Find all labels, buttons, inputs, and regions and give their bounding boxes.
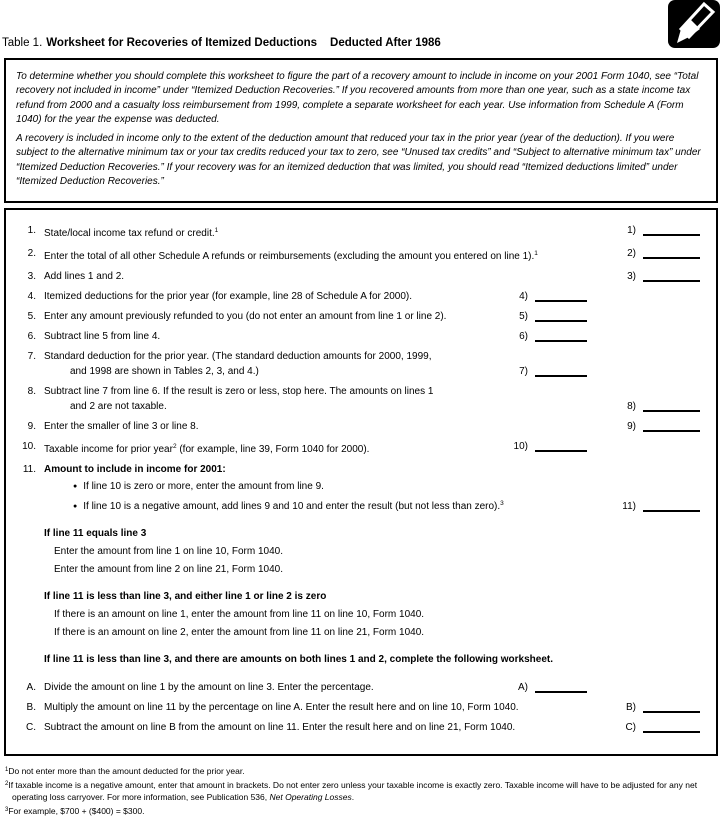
footnote-marker: 2 <box>5 781 9 788</box>
entry-label: 10) <box>513 441 528 453</box>
entry-blank-5[interactable] <box>535 313 587 322</box>
footnote-marker: 1 <box>5 767 9 774</box>
line-11-bullet-1 <box>73 480 622 493</box>
section-heading: If line 11 is less than line 3, and either line 1 or line 2 is zero <box>44 591 327 603</box>
entry-field-7 <box>519 366 587 377</box>
section-line: Enter the amount from line 1 on line 10, Form 1040. <box>54 546 284 558</box>
entry-blank-3[interactable] <box>643 273 700 282</box>
footnote-ref: 2 <box>172 443 177 451</box>
section-line: Enter the amount from line 2 on line 21, Form 1040. <box>54 564 284 576</box>
entry-blank-6[interactable] <box>535 333 587 342</box>
line-text: Multiply the amount on line 11 by the percentage on line A. Enter the result here and on line 10, Form 1040. <box>44 702 519 714</box>
footnote-ref: 3 <box>500 500 504 508</box>
entry-label: 5) <box>519 311 528 323</box>
worksheet-row-3 <box>20 271 700 283</box>
line-number: 2. <box>27 248 36 260</box>
line-letter: C. <box>26 722 36 734</box>
line-11-heading: Amount to include in income for 2001: <box>44 464 226 476</box>
section-line11-less-both-amounts <box>44 653 700 666</box>
section-line11-less-either-zero <box>44 590 700 639</box>
bullet-text: If line 10 is zero or more, enter the amount from line 9. <box>83 481 324 493</box>
worksheet-row-6 <box>20 331 700 343</box>
line-number: 5. <box>27 311 36 323</box>
entry-label: 4) <box>519 291 528 303</box>
entry-blank-2[interactable] <box>643 250 700 259</box>
footnote-ref: 1 <box>214 227 219 235</box>
entry-field-B <box>626 702 700 713</box>
line-text-continued: and 2 are not taxable. <box>70 401 167 413</box>
entry-field-10 <box>514 441 587 452</box>
sub-worksheet <box>20 682 700 734</box>
line-text <box>44 351 519 378</box>
bullet-icon: ● <box>73 483 78 491</box>
section-heading: If line 11 equals line 3 <box>44 528 147 540</box>
section-line11-equals-line3 <box>44 527 700 576</box>
entry-blank-B[interactable] <box>643 704 700 713</box>
line-text-main: State/local income tax refund or credit. <box>44 228 215 240</box>
worksheet-row-7 <box>20 351 700 378</box>
entry-label: 2) <box>627 248 636 260</box>
line-number: 8. <box>27 386 36 398</box>
entry-blank-7[interactable] <box>535 368 587 377</box>
table-number: Table 1. <box>2 37 43 49</box>
line-text: Add lines 1 and 2. <box>44 271 125 283</box>
line-text-main: Taxable income for prior year <box>44 444 173 456</box>
entry-label: 3) <box>627 271 636 283</box>
line-number: 6. <box>27 331 36 343</box>
section-line: If there is an amount on line 1, enter the amount from line 11 on line 10, Form 1040. <box>54 609 425 621</box>
line-text: Divide the amount on line 1 by the amount on line 3. Enter the percentage. <box>44 682 374 694</box>
footnote-italic-title: Net Operating Losses <box>269 792 352 803</box>
entry-field-4 <box>519 291 587 302</box>
entry-blank-C[interactable] <box>643 724 700 733</box>
footnote-1 <box>5 764 715 777</box>
entry-blank-4[interactable] <box>535 293 587 302</box>
worksheet-box <box>4 208 718 756</box>
entry-blank-A[interactable] <box>535 684 587 693</box>
line-number: 1. <box>27 225 36 237</box>
entry-field-5 <box>519 311 587 322</box>
title-main: Worksheet for Recoveries of Itemized Deductions <box>46 37 318 49</box>
entry-blank-8[interactable] <box>643 403 700 412</box>
worksheet-row-8 <box>20 386 700 413</box>
line-number: 9. <box>27 421 36 433</box>
entry-field-2 <box>627 248 700 259</box>
entry-label: A) <box>518 682 528 694</box>
bullet-icon: ● <box>73 503 78 511</box>
intro-paragraph-2: A recovery is included in income only to the extent of the deduction amount that reduced your tax in the prior year (year of the deduction). If you were subject to the alternative minimum tax or your tax credits reduced your tax to zero, see “Unused tax credits” and “Subject to alternative minimum tax” under “Itemized Deduction Recoveries.” If your recovery was for an itemized deduction that was limited, you should read “Itemized deductions limited” under “Itemized Deduction Recoveries.” <box>16 133 701 188</box>
bullet-text: If line 10 is a negative amount, add lines 9 and 10 and enter the result (but not less than zero). <box>83 501 501 513</box>
line-text <box>44 441 514 456</box>
title-suffix: Deducted After 1986 <box>330 37 441 49</box>
worksheet-row-4 <box>20 291 700 303</box>
worksheet-row-C <box>20 722 700 734</box>
line-text <box>44 386 627 413</box>
line-text: Subtract the amount on line B from the amount on line 11. Enter the result here and on line 21, Form 1040. <box>44 722 516 734</box>
entry-label: 7) <box>519 366 528 378</box>
line-11-bullet-2 <box>73 497 622 513</box>
line-number: 3. <box>27 271 36 283</box>
worksheet-row-B <box>20 702 700 714</box>
worksheet-row-9 <box>20 421 700 433</box>
entry-label: 1) <box>627 225 636 237</box>
footnote-text: If taxable income is a negative amount, enter that amount in brackets. Do not enter zero unless your taxable income is exactly zero. Taxable income will have to be adjusted for any net operating loss carryover. For more information, see Publication 536, <box>8 780 698 803</box>
intro-paragraph-1: To determine whether you should complete this worksheet to figure the part of a recovery amount to include in income on your 2001 Form 1040, see “Total recovery not included in income” under “Itemized Deduction Recoveries.” If you recovered amounts from more than one year, such as a state income tax refund from 2000 and a casualty loss reimbursement from 1999, complete a separate worksheet for each year. Use information from Schedule A (Form 1040) for the year the expense was deducted. <box>16 71 699 125</box>
footnote-marker: 3 <box>5 807 9 814</box>
line-number: 7. <box>27 351 36 363</box>
entry-blank-10[interactable] <box>535 443 587 452</box>
section-heading: If line 11 is less than line 3, and there are amounts on both lines 1 and 2, complete the following worksheet. <box>44 654 554 666</box>
worksheet-row-10 <box>20 441 700 456</box>
line-text-first: Standard deduction for the prior year. (The standard deduction amounts for 2000, 1999, <box>44 351 432 363</box>
worksheet-row-11 <box>20 464 700 513</box>
line-text-first: Subtract line 7 from line 6. If the result is zero or less, stop here. The amounts on lines 1 <box>44 386 434 398</box>
line-text <box>44 225 627 240</box>
entry-blank-1[interactable] <box>643 227 700 236</box>
pencil-icon <box>668 0 720 48</box>
footnote-text: For example, $700 + ($400) = $300. <box>8 806 145 817</box>
line-text: Enter any amount previously refunded to you (do not enter an amount from line 1 or line 2). <box>44 311 447 323</box>
worksheet-row-5 <box>20 311 700 323</box>
entry-field-11 <box>622 501 700 512</box>
footnotes <box>5 764 715 817</box>
entry-label: C) <box>625 722 636 734</box>
entry-blank-11[interactable] <box>643 503 700 512</box>
entry-field-3 <box>627 271 700 282</box>
line-number: 11. <box>22 464 36 476</box>
line-text: Itemized deductions for the prior year (for example, line 28 of Schedule A for 2000). <box>44 291 412 303</box>
intro-box <box>4 58 718 203</box>
entry-field-C <box>625 722 700 733</box>
line-text <box>44 248 627 263</box>
line-number: 4. <box>27 291 36 303</box>
entry-label: 6) <box>519 331 528 343</box>
entry-label: 8) <box>627 401 636 413</box>
line-text-continued: and 1998 are shown in Tables 2, 3, and 4.) <box>70 366 259 378</box>
entry-blank-9[interactable] <box>643 423 700 432</box>
worksheet-row-A <box>20 682 700 694</box>
line-text <box>44 464 622 513</box>
page-title <box>2 37 663 49</box>
entry-label: 9) <box>627 421 636 433</box>
line-text-main: Enter the total of all other Schedule A refunds or reimbursements (excluding the amount you entered on line 1). <box>44 251 535 263</box>
footnote-text: Do not enter more than the amount deducted for the prior year. <box>8 766 245 777</box>
worksheet-row-2 <box>20 248 700 263</box>
line-text-tail: (for example, line 39, Form 1040 for 2000). <box>176 444 370 456</box>
entry-label: 11) <box>622 501 636 513</box>
line-letter: A. <box>26 682 36 694</box>
worksheet-row-1 <box>20 225 700 240</box>
footnote-ref: 1 <box>534 250 538 258</box>
line-letter: B. <box>26 702 36 714</box>
footnote-2 <box>5 778 715 803</box>
entry-label: B) <box>626 702 636 714</box>
line-text: Enter the smaller of line 3 or line 8. <box>44 421 199 433</box>
line-number: 10. <box>22 441 36 453</box>
section-line: If there is an amount on line 2, enter the amount from line 11 on line 21, Form 1040. <box>54 627 425 639</box>
footnote-tail: . <box>351 792 355 803</box>
entry-field-6 <box>519 331 587 342</box>
entry-field-A <box>518 682 587 693</box>
footnote-3 <box>5 804 715 817</box>
entry-field-8 <box>627 401 700 412</box>
entry-field-9 <box>627 421 700 432</box>
line-text: Subtract line 5 from line 4. <box>44 331 161 343</box>
entry-field-1 <box>627 225 700 236</box>
